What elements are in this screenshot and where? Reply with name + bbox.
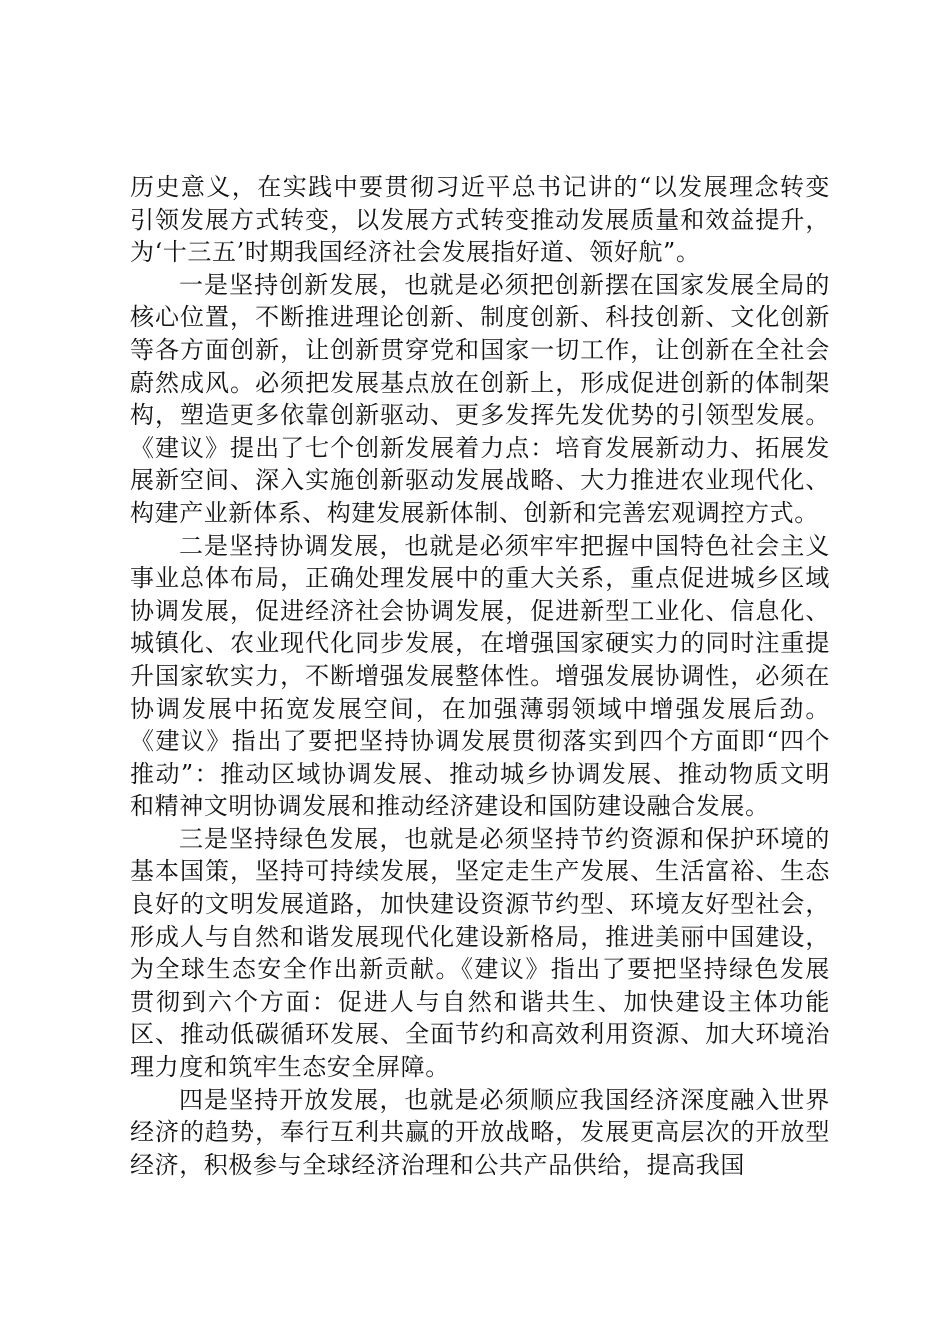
paragraph-coordination: 二是坚持协调发展，也就是必须牢牢把握中国特色社会主义事业总体布局，正确处理发展中的重大关系，重点促进城乡区域协调发展，促进经济社会协调发展，促进新型工业化、信息化、城镇化、农业现代化同步发展，在增强国家硬实力的同时注重提升国家软实力，不断增强发展整体性。增强发展协调性，必须在协调发展中拓宽发展空间，在加强薄弱领域中增强发展后劲。《建议》指出了要把坚持协调发展贯彻落实到四个方面即“四个推动”：推动区域协调发展、推动城乡协调发展、推动物质文明和精神文明协调发展和推动经济建设和国防建设融合发展。 xyxy=(130,531,830,821)
paragraph-green: 三是坚持绿色发展，也就是必须坚持节约资源和保护环境的基本国策，坚持可持续发展，坚定走生产发展、生活富裕、生态良好的文明发展道路，加快建设资源节约型、环境友好型社会，形成人与自然和谐发展现代化建设新格局，推进美丽中国建设，为全球生态安全作出新贡献。《建议》指出了要把坚持绿色发展贯彻到六个方面：促进人与自然和谐共生、加快建设主体功能区、推动低碳循环发展、全面节约和高效利用资源、加大环境治理力度和筑牢生态安全屏障。 xyxy=(130,824,830,1082)
paragraph-innovation: 一是坚持创新发展，也就是必须把创新摆在国家发展全局的核心位置，不断推进理论创新、制度创新、科技创新、文化创新等各方面创新，让创新贯穿党和国家一切工作，让创新在全社会蔚然成风。必须把发展基点放在创新上，形成促进创新的体制架构，塑造更多依靠创新驱动、更多发挥先发优势的引领型发展。《建议》提出了七个创新发展着力点：培育发展新动力、拓展发展新空间、深入实施创新驱动发展战略、大力推进农业现代化、构建产业新体系、构建发展新体制、创新和完善宏观调控方式。 xyxy=(130,270,830,527)
document-body xyxy=(130,171,830,1181)
paragraph-continuation: 历史意义，在实践中要贯彻习近平总书记讲的“以发展理念转变引领发展方式转变，以发展方式转变推动发展质量和效益提升，为‘十三五’时期我国经济社会发展指好道、领好航”。 xyxy=(130,173,830,267)
paragraph-openness: 四是坚持开放发展，也就是必须顺应我国经济深度融入世界经济的趋势，奉行互利共赢的开放战略，发展更高层次的开放型经济，积极参与全球经济治理和公共产品供给，提高我国 xyxy=(130,1085,830,1179)
